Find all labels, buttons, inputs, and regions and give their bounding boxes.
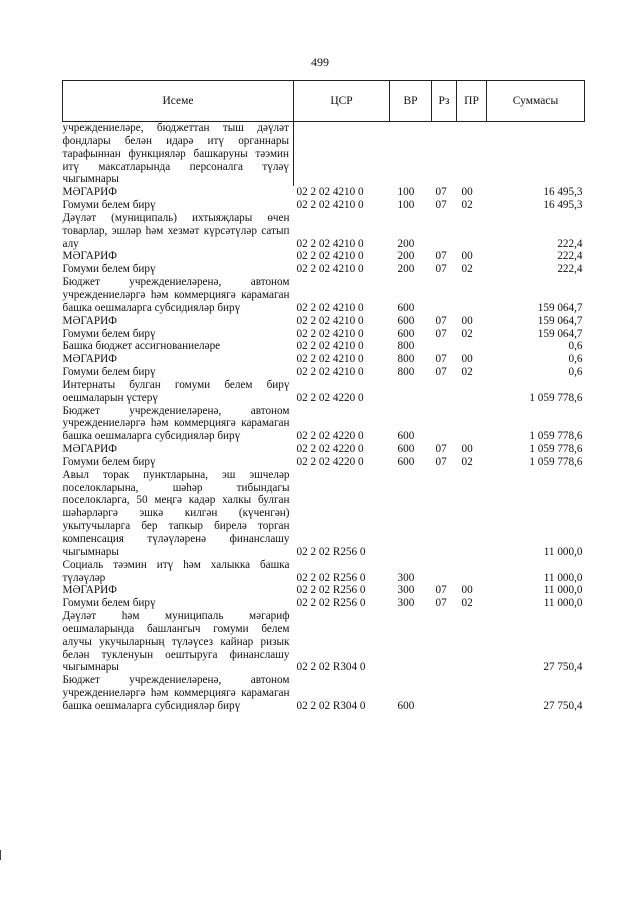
cell-vr: 600	[397, 301, 415, 314]
table-row	[63, 405, 585, 444]
cell-csr: 02 2 02 4220 0	[296, 443, 364, 456]
cell-rz: 07	[435, 199, 447, 212]
cell-rz: 07	[435, 327, 447, 340]
cell-rz: 07	[435, 250, 447, 263]
cell-name: Бюджет учреждениеләренә, автоном учреждениеләргә һәм коммерциягә карамаган башка оешмаларга субсидияләр бирү	[62, 404, 290, 443]
cell-rz	[432, 469, 457, 559]
cell-rz	[432, 610, 457, 674]
cell-csr: 02 2 02 4220 0	[296, 455, 364, 468]
table-row	[63, 250, 585, 263]
cell-name: МӘГАРИФ	[62, 443, 117, 456]
cell-name: Дәүләт (муниципаль) ихтыяҗлары өчен товарлар, эшләр һәм хезмәт күрсәтүләр сатып алу	[62, 211, 290, 250]
cell-sum: 0,6	[568, 366, 583, 379]
header-vr: ВР	[390, 81, 432, 122]
cell-sum: 1 059 778,6	[529, 391, 583, 404]
cell-vr	[390, 469, 432, 559]
cell-pr: 02	[461, 366, 473, 379]
cell-pr	[457, 674, 487, 713]
cell-csr: 02 2 02 4210 0	[296, 340, 364, 353]
cell-csr: 02 2 02 4210 0	[296, 327, 364, 340]
cell-name: МӘГАРИФ	[62, 353, 117, 366]
header-name: Исеме	[63, 81, 294, 122]
cell-csr: 02 2 02 4210 0	[296, 301, 364, 314]
cell-pr: 02	[461, 597, 473, 610]
cell-vr: 600	[397, 314, 415, 327]
cell-csr: 02 2 02 4210 0	[296, 314, 364, 327]
cell-name: МӘГАРИФ	[62, 314, 117, 327]
table-row	[63, 379, 585, 405]
cell-rz: 07	[435, 443, 447, 456]
cell-sum: 222,4	[557, 263, 583, 276]
cell-sum: 159 064,7	[537, 301, 583, 314]
table-row	[63, 199, 585, 212]
cell-csr: 02 2 02 R256 0	[296, 597, 366, 610]
cell-pr	[457, 340, 487, 353]
cell-rz	[432, 674, 457, 713]
table-row	[63, 469, 585, 559]
cell-pr: 00	[461, 250, 473, 263]
cell-csr: 02 2 02 4220 0	[296, 430, 364, 443]
cell-vr: 600	[397, 455, 415, 468]
page-number: 499	[311, 55, 329, 69]
cell-pr: 00	[461, 584, 473, 597]
cell-csr: 02 2 02 R256 0	[296, 545, 366, 558]
cell-name: Бюджет учреждениеләренә, автоном учреждениеләргә һәм коммерциягә карамаган башка оешмаларга субсидияләр бирү	[62, 276, 290, 314]
table-row	[63, 276, 585, 315]
cell-csr: 02 2 02 4210 0	[296, 263, 364, 276]
cell-rz	[432, 212, 457, 251]
cell-pr	[457, 405, 487, 444]
cell-name: Гомуми белем бирү	[62, 199, 156, 212]
cell-sum: 1 059 778,6	[529, 430, 583, 443]
cell-sum: 11 000,0	[543, 571, 583, 584]
cell-vr: 100	[397, 186, 415, 199]
cell-rz	[432, 276, 457, 315]
table-row	[63, 584, 585, 597]
cell-pr	[457, 276, 487, 315]
cell-sum: 27 750,4	[543, 699, 583, 712]
header-pr: ПР	[457, 81, 487, 122]
cell-name: Гомуми белем бирү	[62, 263, 156, 276]
cell-csr: 02 2 02 R304 0	[296, 699, 366, 712]
cell-pr	[457, 610, 487, 674]
cell-vr: 800	[397, 353, 415, 366]
table-row	[63, 340, 585, 353]
cell-pr	[457, 559, 487, 585]
header-rz: Рз	[432, 81, 457, 122]
cell-csr: 02 2 02 R256 0	[296, 584, 366, 597]
cell-sum: 16 495,3	[543, 199, 583, 212]
cell-pr: 02	[461, 263, 473, 276]
cell-sum: 222,4	[557, 237, 583, 250]
cell-vr: 100	[397, 199, 415, 212]
cell-pr: 00	[461, 353, 473, 366]
cell-vr: 600	[397, 443, 415, 456]
cell-vr: 800	[397, 340, 415, 353]
cell-csr: 02 2 02 4210 0	[296, 250, 364, 263]
cell-pr	[457, 469, 487, 559]
cell-sum: 1 059 778,6	[529, 443, 583, 456]
cell-pr	[457, 379, 487, 405]
cell-name: Гомуми белем бирү	[62, 366, 156, 379]
cell-sum: 27 750,4	[543, 661, 583, 674]
cell-rz: 07	[435, 597, 447, 610]
cell-vr: 300	[397, 584, 415, 597]
cell-sum: 0,6	[568, 353, 583, 366]
cell-csr: 02 2 02 4210 0	[296, 186, 364, 199]
cell-pr: 02	[461, 327, 473, 340]
table-row	[63, 443, 585, 456]
cell-sum: 0,6	[568, 340, 583, 353]
cell-csr: 02 2 02 4210 0	[296, 366, 364, 379]
cell-vr: 600	[397, 699, 415, 712]
cell-csr: 02 2 02 R256 0	[296, 571, 366, 584]
cell-name: Башка бюджет ассигнованиеләре	[62, 340, 221, 353]
cell-sum: 159 064,7	[537, 327, 583, 340]
table-row	[63, 597, 585, 610]
cell-pr	[457, 212, 487, 251]
table-row	[63, 366, 585, 379]
table-row	[63, 328, 585, 341]
cell-csr: 02 2 02 4210 0	[296, 199, 364, 212]
table-row	[63, 315, 585, 328]
cell-rz: 07	[435, 314, 447, 327]
cell-rz: 07	[435, 366, 447, 379]
cell-name: Интернаты булган гомуми белем бирү оешмаларын үстерү	[62, 378, 290, 404]
cell-sum: 11 000,0	[543, 545, 583, 558]
budget-table	[62, 80, 585, 713]
table-row	[63, 353, 585, 366]
cell-vr: 600	[397, 327, 415, 340]
cell-rz	[432, 559, 457, 585]
cell-name: Авыл торак пунктларына, эш эшчеләр поселокларына, шәһәр тибындагы поселокларга, 50 меңгә кадәр халкы булган шәһәрләргә эшкә килгән (күченгән) укытучыларга бер тапкыр бирелә торган компенсация түләүләренә финанслашу чыгымнары	[62, 468, 290, 558]
table-row	[63, 674, 585, 713]
cell-sum: 11 000,0	[543, 597, 583, 610]
cell-vr: 200	[397, 237, 415, 250]
cell-vr: 800	[397, 366, 415, 379]
table-row	[63, 263, 585, 276]
continuation-row	[63, 122, 585, 187]
cell-csr: 02 2 02 4210 0	[296, 237, 364, 250]
cell-rz: 07	[435, 353, 447, 366]
cell-vr	[390, 610, 432, 674]
cell-pr: 02	[461, 199, 473, 212]
cell-vr: 200	[397, 250, 415, 263]
cell-pr: 00	[461, 443, 473, 456]
margin-mark	[0, 850, 1, 860]
cell-name: Гомуми белем бирү	[62, 455, 156, 468]
cell-name: Гомуми белем бирү	[62, 597, 156, 610]
cell-vr: 200	[397, 263, 415, 276]
header-csr: ЦСР	[294, 81, 390, 122]
cell-csr: 02 2 02 4220 0	[296, 391, 364, 404]
cell-sum: 16 495,3	[543, 186, 583, 199]
cell-name: МӘГАРИФ	[62, 186, 117, 199]
cell-vr	[390, 379, 432, 405]
table-row	[63, 186, 585, 199]
cell-name: Социаль тәэмин итү һәм халыкка башка түләүләр	[62, 558, 290, 584]
cell-pr: 00	[461, 314, 473, 327]
cell-rz: 07	[435, 186, 447, 199]
cell-pr: 02	[461, 455, 473, 468]
table-header-row	[63, 81, 585, 122]
cell-sum: 1 059 778,6	[529, 455, 583, 468]
table-row	[63, 456, 585, 469]
table-row	[63, 610, 585, 674]
cell-csr: 02 2 02 R304 0	[296, 661, 366, 674]
continuation-text: учреждениеләре, бюджеттан тыш дәүләт фондлары белән идарә итү органнары тарафыннан функцияләр башкаруны тәэмин итү максатларында персоналга түләү чыгымнары	[63, 122, 294, 187]
cell-name: Дәүләт һәм муниципаль мәгариф оешмаларында башлангыч гомуми белем алучы укучыларның түләүсез кайнар ризык белән тукленуын оештыруга финанслашу чыгымнары	[62, 610, 290, 674]
cell-rz	[432, 340, 457, 353]
cell-name: МӘГАРИФ	[62, 584, 117, 597]
cell-vr: 300	[397, 597, 415, 610]
cell-rz: 07	[435, 455, 447, 468]
cell-rz	[432, 379, 457, 405]
cell-name: МӘГАРИФ	[62, 250, 117, 263]
cell-sum: 11 000,0	[543, 584, 583, 597]
cell-pr: 00	[461, 186, 473, 199]
cell-vr: 300	[397, 571, 415, 584]
table-row	[63, 212, 585, 251]
cell-rz	[432, 405, 457, 444]
table-row	[63, 559, 585, 585]
cell-name: Бюджет учреждениеләренә, автоном учреждениеләргә һәм коммерциягә карамаган башка оешмаларга субсидияләр бирү	[62, 674, 290, 712]
cell-name: Гомуми белем бирү	[62, 327, 156, 340]
cell-rz: 07	[435, 584, 447, 597]
cell-sum: 222,4	[557, 250, 583, 263]
header-sum: Суммасы	[487, 81, 585, 122]
cell-rz: 07	[435, 263, 447, 276]
cell-sum: 159 064,7	[537, 314, 583, 327]
cell-vr: 600	[397, 430, 415, 443]
cell-csr: 02 2 02 4210 0	[296, 353, 364, 366]
